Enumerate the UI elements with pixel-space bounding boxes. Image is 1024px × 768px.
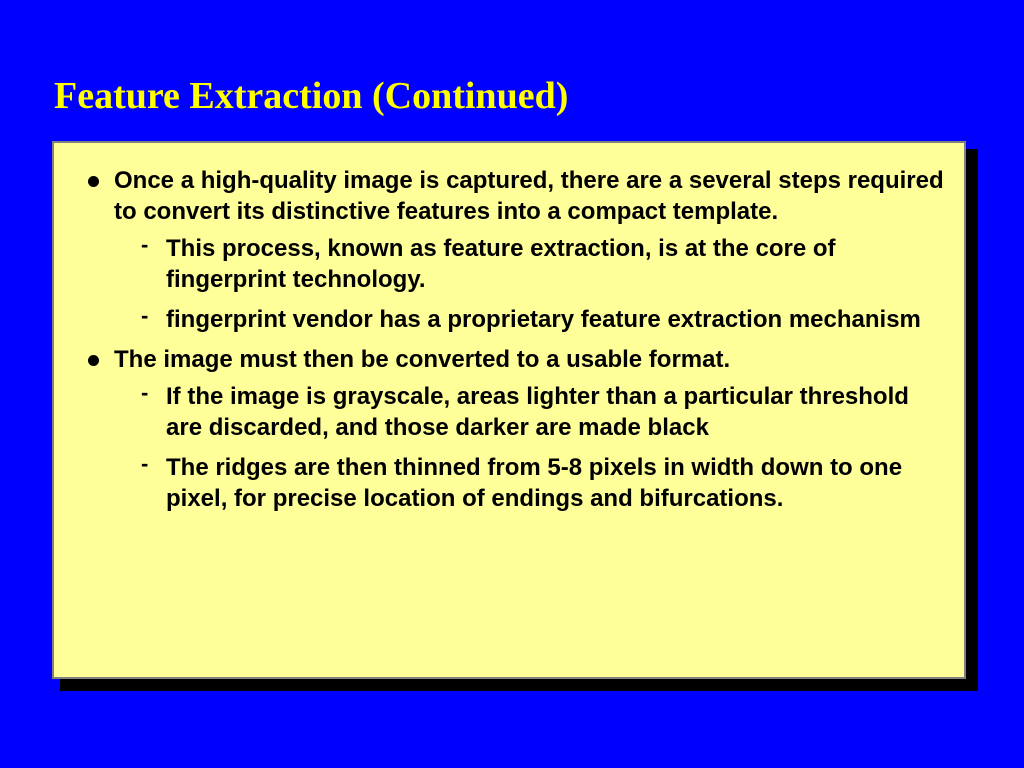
sub-bullet-text: This process, known as feature extraction, is at the core of fingerprint technology. <box>166 235 836 293</box>
bullet-text: Once a high-quality image is captured, there are a several steps required to convert its distinctive features into a compact template. <box>114 167 944 225</box>
sub-bullet-item-2-2 <box>54 452 964 514</box>
bullet-dot-icon <box>88 355 99 366</box>
sub-bullet-item-1-1 <box>54 233 964 295</box>
bullet-dot-icon <box>88 176 99 187</box>
dash-icon: - <box>141 451 149 476</box>
dash-icon: - <box>141 232 149 257</box>
sub-bullet-text: If the image is grayscale, areas lighter than a particular threshold are discarded, and those darker are made black <box>166 383 909 441</box>
bullet-text: The image must then be converted to a usable format. <box>114 346 731 373</box>
sub-bullet-item-1-2 <box>54 304 964 335</box>
bullet-item-2 <box>54 344 964 375</box>
sub-bullet-item-2-1 <box>54 381 964 443</box>
bullet-item-1 <box>54 165 964 227</box>
sub-bullet-text: fingerprint vendor has a proprietary feature extraction mechanism <box>166 306 921 333</box>
sub-bullet-text: The ridges are then thinned from 5-8 pixels in width down to one pixel, for precise location of endings and bifurcations. <box>166 454 903 512</box>
content-panel <box>52 141 966 679</box>
bullet-list <box>54 165 964 523</box>
dash-icon: - <box>141 303 149 328</box>
slide-title: Feature Extraction (Continued) <box>54 75 569 117</box>
dash-icon: - <box>141 380 149 405</box>
